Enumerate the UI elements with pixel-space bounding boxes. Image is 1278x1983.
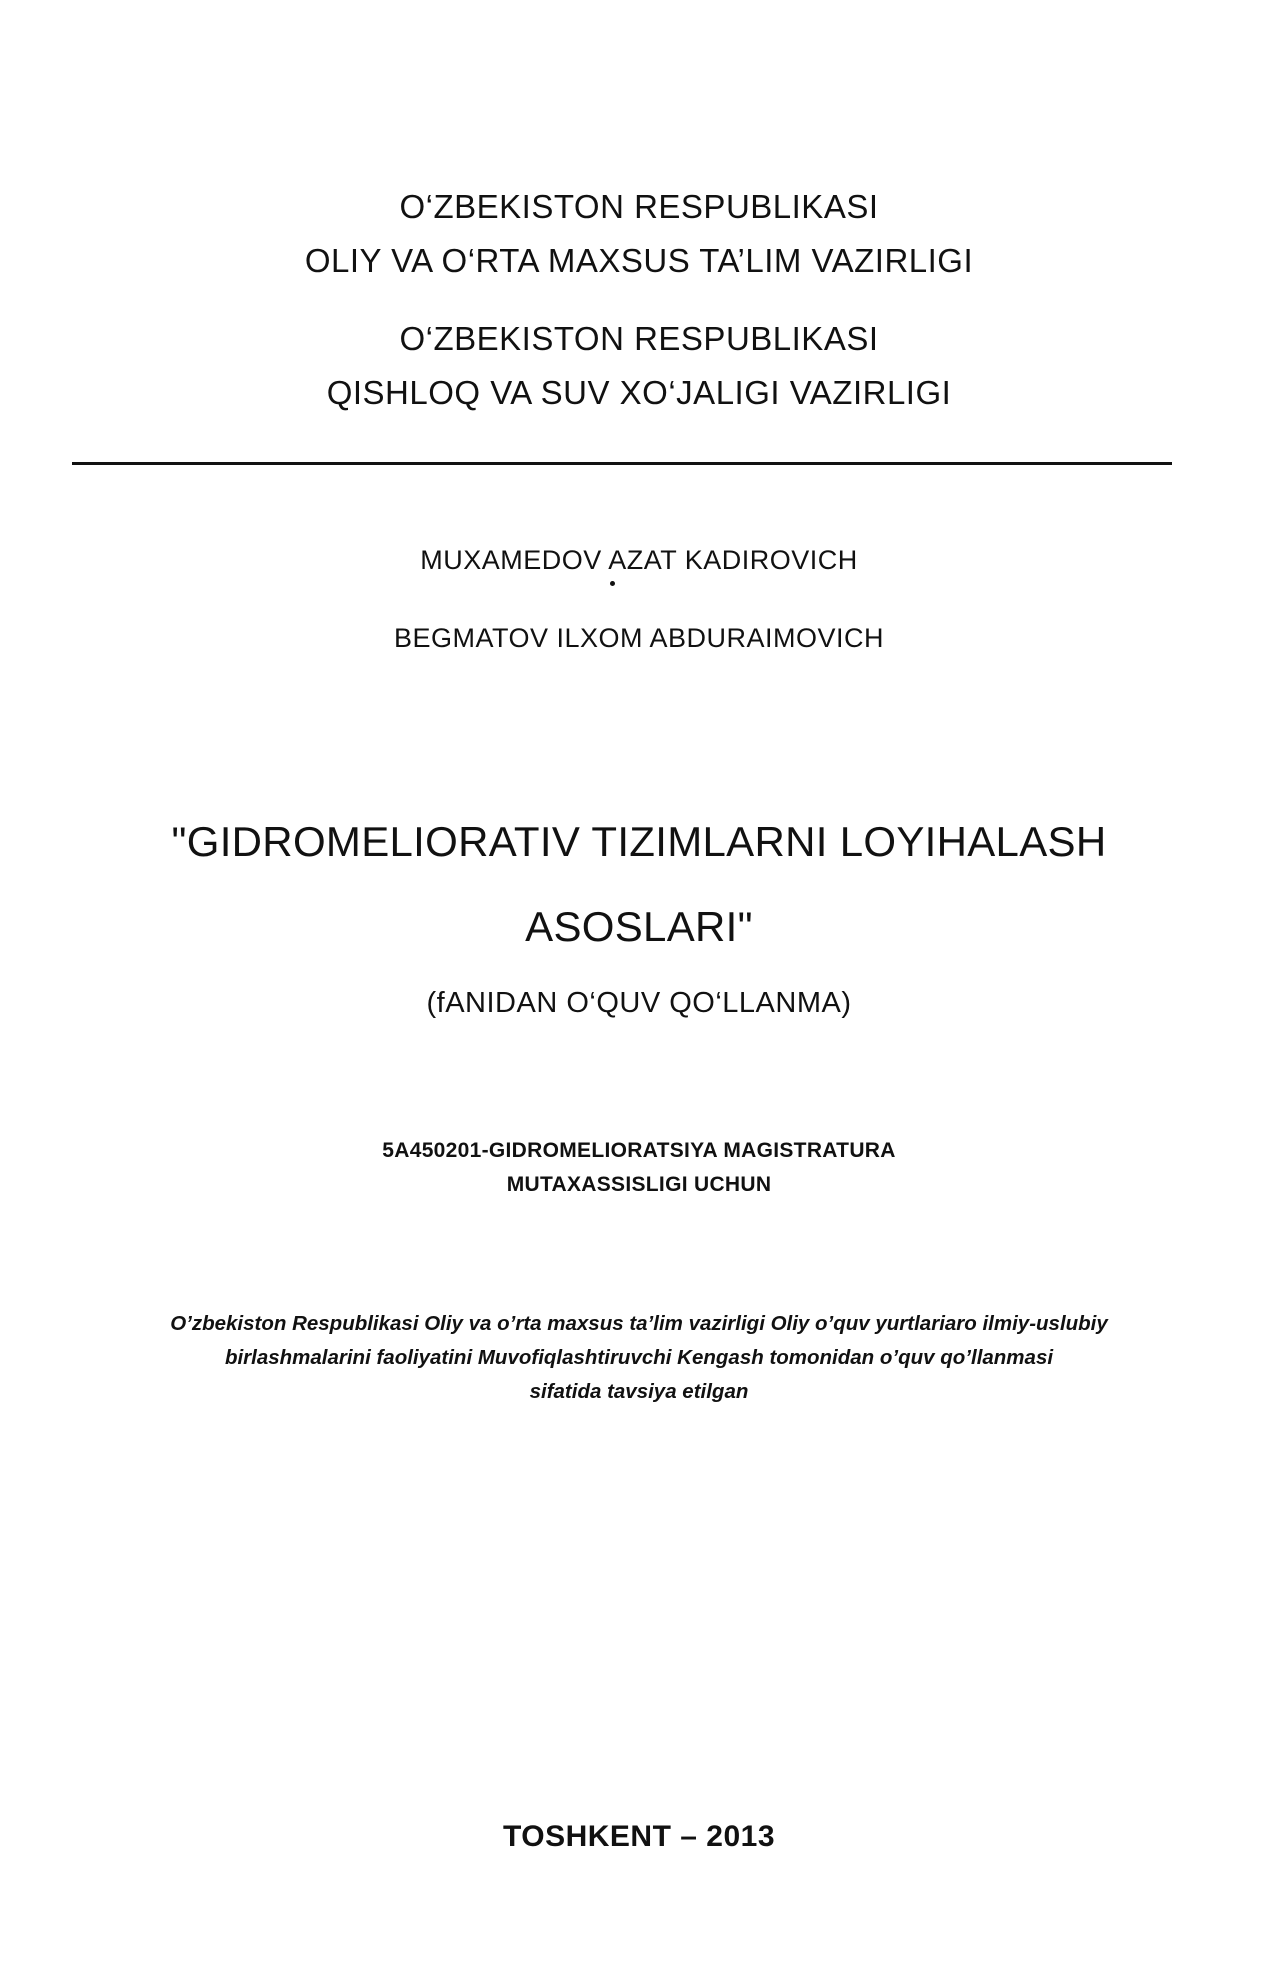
ministry2-line1: O‘ZBEKISTON RESPUBLIKASI — [399, 320, 879, 357]
author-1: MUXAMEDOV AZAT KADIROVICH — [420, 545, 858, 575]
ministry1-line1: O‘ZBEKISTON RESPUBLIKASI — [399, 188, 879, 225]
specialty-line1: 5A450201-GIDROMELIORATSIYA MAGISTRATURA — [382, 1139, 896, 1162]
book-title-line1: "GIDROMELIORATIV TIZIMLARNI LOYIHALASH — [171, 818, 1107, 865]
recommendation-line1: O’zbekiston Respublikasi Oliy va o’rta maxsus ta’lim vazirligi Oliy o’quv yurtlariaro ilmiy-uslubiy — [170, 1312, 1108, 1335]
recommendation-line2: birlashmalarini faoliyatini Muvofiqlashtiruvchi Kengash tomonidan o’quv qo’llanmasi — [224, 1346, 1054, 1369]
recommendation-line3: sifatida tavsiya etilgan — [529, 1380, 749, 1403]
ministry2-line2: QISHLOQ VA SUV XO‘JALIGI VAZIRLIGI — [326, 374, 952, 411]
author-2: BEGMATOV ILXOM ABDURAIMOVICH — [393, 623, 885, 653]
header-divider — [72, 462, 1172, 465]
bullet-dot — [610, 581, 615, 586]
book-title-line2: ASOSLARI" — [525, 903, 753, 950]
book-subtitle: (fANIDAN O‘QUV QO‘LLANMA) — [426, 987, 852, 1019]
ministry1-line2: OLIY VA O‘RTA MAXSUS TA’LIM VAZIRLIGI — [304, 242, 974, 279]
specialty-line2: MUTAXASSISLIGI UCHUN — [506, 1173, 772, 1196]
city-year: TOSHKENT – 2013 — [502, 1820, 776, 1853]
